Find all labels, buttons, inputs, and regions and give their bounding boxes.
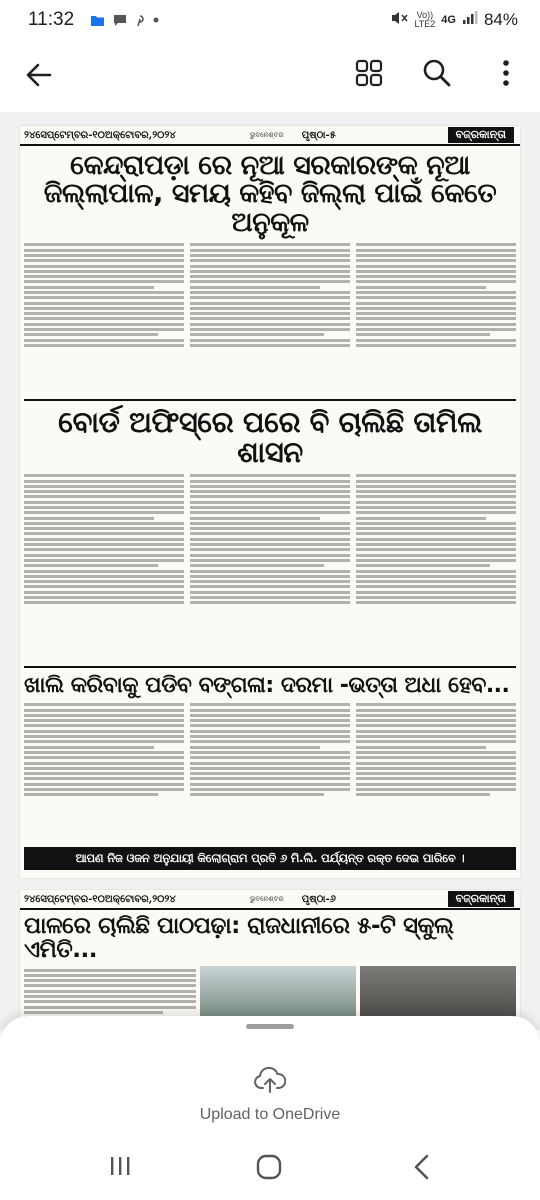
article-3-columns (20, 701, 520, 841)
article-2-columns (20, 472, 520, 662)
cloud-upload-icon (254, 1066, 286, 1094)
article-text-column (24, 472, 184, 662)
page-date: ୨୪ସେପ୍ଟେମ୍ବର-୧୦ଅକ୍ଟୋବର,୨୦୨୪ (24, 893, 176, 905)
newspaper-page-6 (20, 890, 520, 1030)
headline-2: ବୋର୍ଡ ଅଫିସ୍‌ରେ ପରେ ବି ଚାଲିଛି ତାମିଲ ଶାସନ (58, 405, 482, 470)
files-icon (90, 14, 105, 27)
network-type: 4G (441, 14, 456, 26)
top-toolbar (0, 48, 540, 100)
page-number: ପୃଷ୍ଠା-୫ (301, 129, 336, 141)
signal-icon (462, 11, 478, 30)
status-right (390, 10, 518, 31)
status-bar (0, 0, 540, 40)
system-nav-bar (0, 1140, 540, 1200)
article-text-column (356, 241, 516, 395)
page-header (20, 126, 520, 146)
article-1-columns (20, 241, 520, 395)
headline-4: ପାଳରେ ଚାଲିଛି ପାଠପଢ଼ା: ରାଜଧାନୀରେ ୫-ଟି ସ୍କୁଲ୍ ଏମିତି... (24, 913, 454, 964)
headline-1: କେନ୍ଦ୍ରାପଡ଼ା ରେ ନୂଆ ସରକାରଙ୍କ ନୂଆ ଜିଲ୍ଲାପାଳ, ସମୟ କହିବ ଜିଲ୍ଲା ପାଇଁ କେତେ ଅନୁକୂଳ (43, 150, 497, 238)
upload-to-onedrive-button[interactable] (170, 1066, 370, 1136)
notice-banner: ଆପଣ ନିଜ ଓଜନ ଅନୁଯାୟୀ କିଲୋଗ୍ରାମ ପ୍ରତି ୬ ମି.ଲି. ପର୍ଯ୍ୟନ୍ତ ରକ୍ତ ଦେଇ ପାରିବେ । (24, 847, 516, 870)
article-text-column (24, 241, 184, 395)
mute-icon (390, 10, 408, 31)
status-time: 11:32 (28, 9, 75, 30)
article-text-column (356, 701, 516, 841)
article-text-column (190, 241, 350, 395)
thumbnail-grid-button[interactable] (352, 56, 386, 90)
page-header (20, 890, 520, 910)
page-number: ପୃଷ୍ଠା-୬ (301, 893, 336, 905)
article-text-column (356, 472, 516, 662)
page-section: ଭୁବନେଶ୍ବର (249, 130, 284, 139)
pinterest-icon (135, 14, 145, 27)
message-icon (113, 14, 127, 27)
home-icon[interactable] (256, 1154, 282, 1180)
back-chevron-icon[interactable] (412, 1153, 432, 1181)
article-text-column (24, 701, 184, 841)
newspaper-page-5 (20, 126, 520, 878)
divider (24, 666, 516, 668)
upload-label: Upload to OneDrive (199, 1106, 341, 1123)
grid-icon (352, 56, 386, 90)
search-icon (420, 56, 454, 90)
divider (24, 399, 516, 401)
document-viewer[interactable] (0, 112, 540, 1030)
arrow-left-icon (22, 58, 56, 92)
search-button[interactable] (420, 56, 454, 90)
newspaper-name: ବଜ୍ରକାନ୍ତା (448, 127, 514, 143)
article-text-column (190, 701, 350, 841)
headline-3: ଖାଲି କରିବାକୁ ପଡିବ ବଙ୍ଗଳା: ଦରମା -ଭତ୍ତା ଅଧା ହେବ... (24, 672, 510, 698)
dot-icon (153, 17, 159, 23)
newspaper-name: ବଜ୍ରକାନ୍ତା (448, 891, 514, 907)
page-date: ୨୪ସେପ୍ଟେମ୍ବର-୧୦ଅକ୍ଟୋବର,୨୦୨୪ (24, 129, 176, 141)
battery-level: 84% (483, 10, 518, 29)
status-left (28, 9, 159, 31)
back-button[interactable] (22, 58, 56, 92)
recents-icon[interactable] (108, 1155, 132, 1177)
network-label: Vo)) LTE2 (414, 10, 436, 29)
page-section: ଭୁବନେଶ୍ବର (249, 894, 284, 903)
more-options-button[interactable] (492, 56, 520, 90)
more-vertical-icon (492, 56, 520, 90)
article-text-column (190, 472, 350, 662)
sheet-drag-handle[interactable] (246, 1024, 294, 1029)
